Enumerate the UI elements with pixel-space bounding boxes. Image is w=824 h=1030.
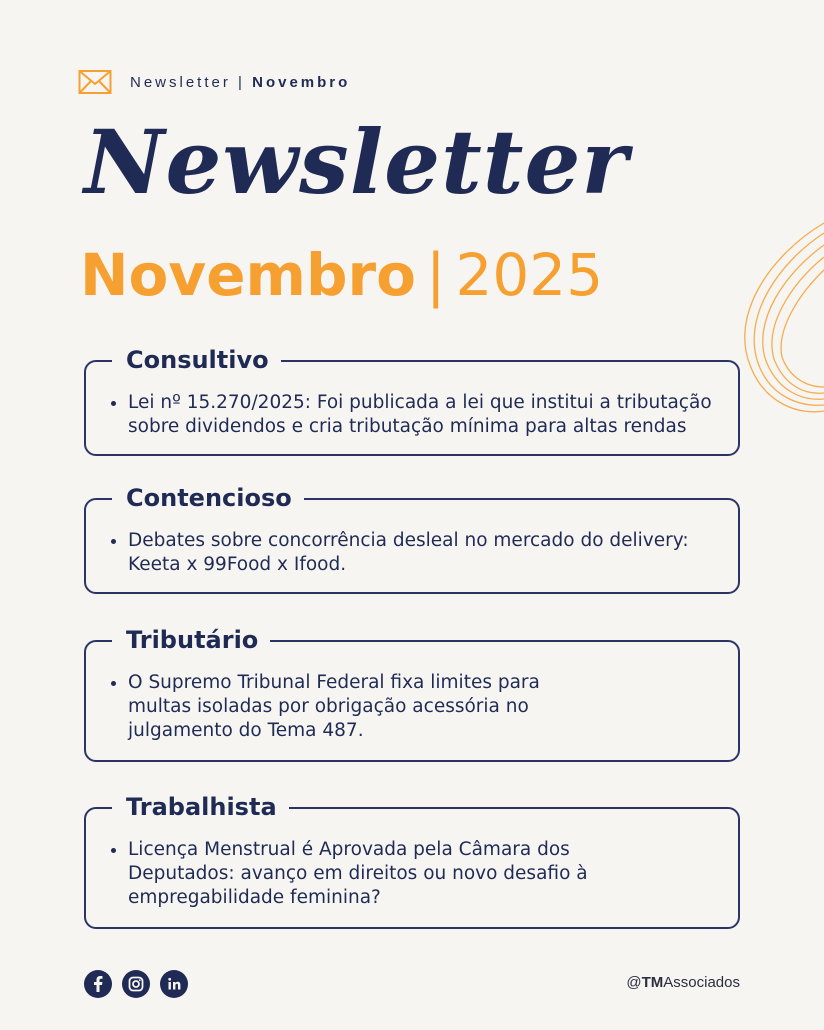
section-card-contencioso — [84, 484, 740, 594]
list-item: • O Supremo Tribunal Federal fixa limites para multas isoladas por obrigação acessória no julgamento do Tema 487. — [128, 671, 588, 743]
linkedin-icon[interactable] — [160, 970, 188, 998]
facebook-icon[interactable] — [84, 970, 112, 998]
section-card-trabalhista — [84, 793, 740, 929]
handle-bold: TM — [641, 974, 664, 991]
instagram-icon[interactable] — [122, 970, 150, 998]
subtitle-year: 2025 — [455, 241, 604, 309]
list-item: • Lei nº 15.270/2025: Foi publicada a lei que institui a tributação sobre dividendos e cria tributação mínima para altas rendas — [128, 391, 738, 439]
header-bar — [78, 68, 350, 96]
header-text — [130, 74, 350, 91]
header-label: Newsletter — [130, 73, 231, 91]
page-subtitle — [80, 241, 604, 309]
subtitle-separator: | — [425, 241, 446, 309]
list-item: • Debates sobre concorrência desleal no mercado do delivery: Keeta x 99Food x Ifood. — [128, 529, 738, 577]
envelope-icon — [78, 69, 112, 95]
section-heading: Consultivo — [112, 343, 281, 377]
section-heading: Contencioso — [112, 481, 304, 515]
section-heading: Tributário — [112, 623, 270, 657]
decorative-swirl — [730, 215, 824, 425]
handle-rest: Associados — [663, 974, 740, 991]
section-card-consultivo — [84, 346, 740, 456]
social-links — [84, 970, 188, 998]
page-title: Newsletter — [84, 110, 629, 214]
section-list — [86, 642, 738, 743]
section-list — [86, 809, 738, 910]
header-month: Novembro — [252, 73, 351, 91]
subtitle-month: Novembro — [80, 241, 416, 309]
header-separator: | — [238, 73, 245, 91]
section-card-tributario — [84, 626, 740, 762]
social-handle[interactable] — [626, 974, 740, 991]
section-heading: Trabalhista — [112, 790, 289, 824]
list-item: • Licença Menstrual é Aprovada pela Câmara dos Deputados: avanço em direitos ou novo desafio à empregabilidade feminina? — [128, 838, 628, 910]
handle-prefix: @ — [626, 974, 642, 991]
